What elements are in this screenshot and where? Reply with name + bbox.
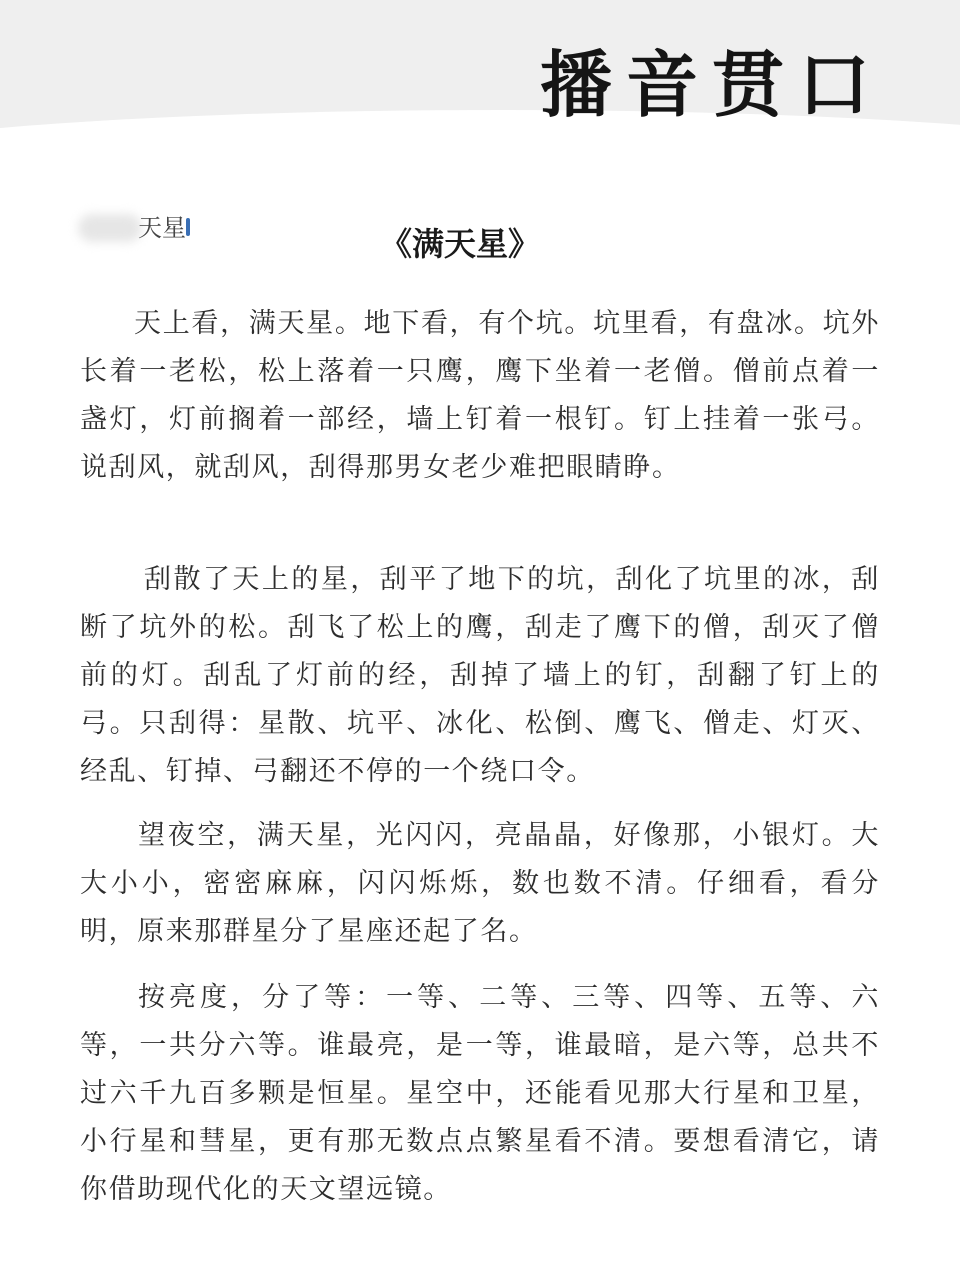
watermark-text: 天星: [138, 214, 186, 242]
paragraph-3: 望夜空，满天星，光闪闪，亮晶晶，好像那，小银灯。大大小小，密密麻麻，闪闪烁烁，数也数不清。仔细看，看分明，原来那群星分了星座还起了名。: [80, 820, 880, 947]
document-title: 《满天星》: [380, 225, 541, 263]
paragraph-1: 天上看，满天星。地下看，有个坑。坑里看，有盘冰。坑外长着一老松，松上落着一只鹰，鹰下坐着一老僧。僧前点着一盏灯，灯前搁着一部经，墙上钉着一根钉。钉上挂着一张弓。说刮风，就刮风，刮得那男女老少难把眼睛睁。: [80, 308, 880, 483]
banner-curve-divider: [0, 110, 960, 310]
paragraph-4: 按亮度，分了等：一等、二等、三等、四等、五等、六等，一共分六等。谁最亮，是一等，谁最暗，是六等，总共不过六千九百多颗是恒星。星空中，还能看见那大行星和卫星，小行星和彗星，更有那无数点点繁星看不清。要想看清它，请你借助现代化的天文望远镜。: [80, 982, 880, 1205]
paragraph-2: 刮散了天上的星，刮平了地下的坑，刮化了坑里的冰，刮断了坑外的松。刮飞了松上的鹰，刮走了鹰下的僧，刮灭了僧前的灯。刮乱了灯前的经，刮掉了墙上的钉，刮翻了钉上的弓。只刮得：星散、坑平、冰化、松倒、鹰飞、僧走、灯灭、经乱、钉掉、弓翻还不停的一个绕口令。: [80, 564, 880, 787]
banner-title: 播音贯口: [540, 42, 885, 127]
watermark-tick-icon: [186, 218, 190, 236]
blurred-mark: [78, 214, 142, 242]
